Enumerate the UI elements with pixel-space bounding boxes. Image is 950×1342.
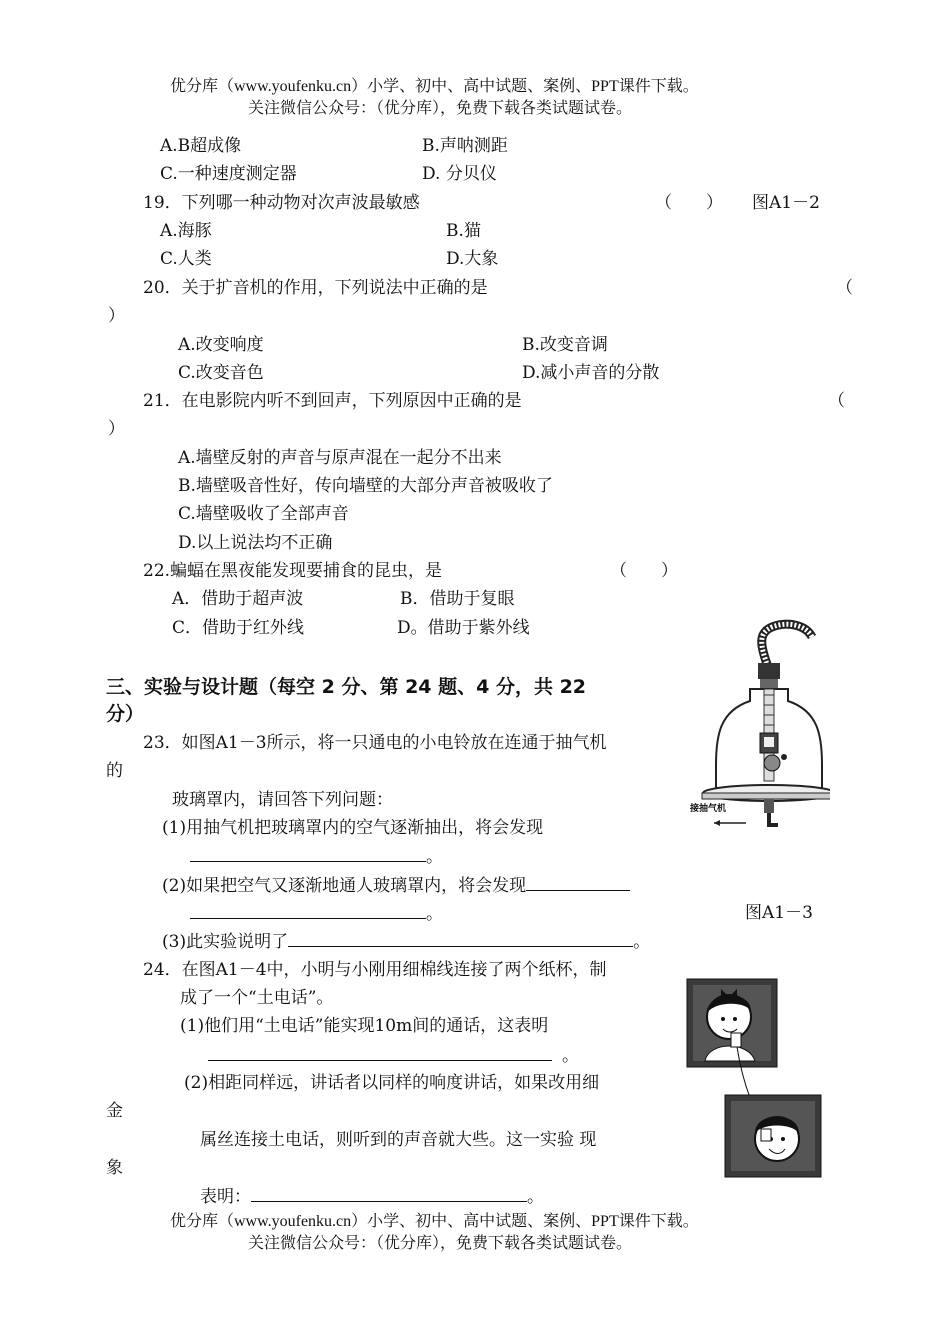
q24-part1: (1)他们用“土电话”能实现10m间的通话，这表明 [180, 1016, 549, 1036]
q21-option-a: A.墙壁反射的声音与原声混在一起分不出来 [178, 448, 502, 468]
q19-option-c: C.人类 [160, 249, 212, 269]
paper-cup-2 [761, 1129, 771, 1141]
answer-blank [190, 902, 426, 919]
q19-option-d: D.大象 [446, 249, 499, 269]
answer-blank [251, 1185, 527, 1202]
q23-part1-answer-line [190, 845, 443, 868]
q24-part2-line1: (2)相距同样远，讲话者以同样的响度讲话，如果改用细 [184, 1073, 600, 1093]
answer-blank [208, 1044, 552, 1061]
q23-part1: (1)用抽气机把玻璃罩内的空气逐渐抽出，将会发现 [162, 818, 544, 838]
q20-option-c: C.改变音色 [178, 363, 264, 383]
q19-answer-paren: （ ） [655, 193, 723, 213]
q24-stem-line2: 成了一个“土电话”。 [180, 988, 334, 1008]
answer-blank [190, 845, 426, 862]
q24-part1-answer-line [208, 1044, 579, 1067]
q21-option-d: D.以上说法均不正确 [178, 533, 333, 553]
q23-stem-wrap: 的 [106, 761, 123, 781]
q20-option-d: D.减小声音的分散 [522, 363, 660, 383]
header-line-2: 关注微信公众号：（优分库），免费下载各类试题试卷。 [248, 100, 633, 117]
q24-part1-period: 。 [562, 1046, 579, 1066]
q23-part2-answer-line [190, 902, 443, 925]
q19-option-a: A.海豚 [160, 221, 212, 241]
section-3-title-line1: 三、实验与设计题（每空 2 分、第 24 题、4 分，共 22 [106, 676, 587, 698]
q22-stem: 22.蝙蝠在黑夜能发现要捕食的昆虫，是 [143, 561, 443, 581]
paper-cup-1 [731, 1033, 741, 1047]
q21-paren-close: ） [108, 419, 125, 439]
q22-option-c: C．借助于红外线 [172, 618, 305, 638]
q22-option-b: B．借助于复眼 [400, 589, 515, 609]
q23-part3: (3)此实验说明了 [162, 932, 289, 952]
q19-option-b: B.猫 [446, 221, 481, 241]
fig-a1-2-label: 图A1－2 [752, 193, 820, 213]
q24-part2-wrap: 金 [106, 1101, 123, 1121]
q24-part2-wrap2: 象 [106, 1158, 123, 1178]
q23-part2-row [162, 874, 630, 897]
footer-line-1: 优分库（www.youfenku.cn）小学、初中、高中试题、案例、PPT课件下载。 [170, 1213, 699, 1230]
q18-option-a: A.B超成像 [160, 136, 242, 156]
section-3-title-line2: 分） [106, 703, 145, 725]
string-telephone-figure [685, 975, 825, 1180]
q24-part2-line2: 属丝连接土电话，则听到的声音就大些。这一实验 现 [200, 1130, 597, 1150]
answer-blank [288, 930, 633, 947]
q24-stem-line1: 24．在图A1－4中，小明与小刚用细棉线连接了两个纸杯，制 [143, 960, 607, 980]
q18-option-b: B.声呐测距 [422, 136, 508, 156]
q22-option-a: A．借助于超声波 [172, 589, 304, 609]
q23-part1-period: 。 [426, 847, 443, 867]
q23-part2-period: 。 [426, 904, 443, 924]
q21-stem: 21．在电影院内听不到回声，下列原因中正确的是 [143, 391, 522, 411]
q22-option-d: D。借助于紫外线 [397, 618, 530, 638]
q23-part3-period: 。 [633, 932, 651, 952]
fig-caption: 接抽气机 [690, 804, 727, 814]
q23-stem-line1: 23．如图A1－3所示，将一只通电的小电铃放在连通于抽气机 [143, 733, 607, 753]
bell-jar-figure [680, 615, 830, 830]
q20-stem: 20．关于扩音机的作用，下列说法中正确的是 [143, 278, 488, 298]
q23-part3-row [162, 930, 650, 953]
q21-option-b: B.墙壁吸音性好，传向墙壁的大部分声音被吸收了 [178, 476, 553, 496]
q20-paren-close: ） [108, 306, 125, 326]
q23-stem-line2: 玻璃罩内，请回答下列问题： [172, 790, 393, 810]
q22-answer-paren: （ ） [610, 561, 678, 581]
q20-option-a: A.改变响度 [178, 335, 264, 355]
q20-paren-open: （ [836, 278, 853, 298]
q24-part2-period: 。 [527, 1187, 544, 1207]
header-line-1: 优分库（www.youfenku.cn）小学、初中、高中试题、案例、PPT课件下载。 [170, 78, 699, 95]
bell-dome [764, 755, 780, 771]
q23-part2: (2)如果把空气又逐渐地通人玻璃罩内，将会发现 [162, 876, 527, 896]
q20-option-b: B.改变音调 [522, 335, 608, 355]
outlet-pipe [769, 813, 778, 825]
q18-option-c: C.一种速度测定器 [160, 164, 297, 184]
q21-paren-open: （ [828, 391, 845, 411]
q18-option-d: D. 分贝仪 [422, 164, 497, 184]
q24-part2-line3: 表明： [200, 1187, 251, 1207]
q24-part2-line3-row [200, 1185, 544, 1208]
fig-a1-3-label: 图A1－3 [745, 903, 813, 923]
footer-line-2: 关注微信公众号：（优分库），免费下载各类试题试卷。 [248, 1235, 633, 1252]
q21-option-c: C.墙壁吸收了全部声音 [178, 504, 349, 524]
answer-blank [526, 874, 630, 891]
q19-stem: 19．下列哪一种动物对次声波最敏感 [143, 193, 420, 213]
stopper [758, 663, 780, 679]
